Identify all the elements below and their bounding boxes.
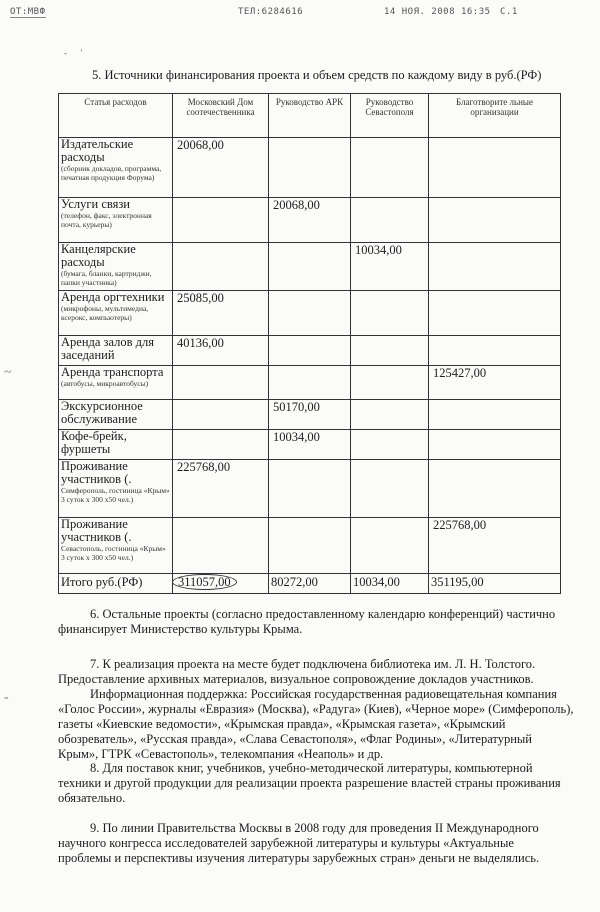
margin-tick-mark: ~ xyxy=(4,365,12,380)
amount-cell xyxy=(429,198,561,243)
total-label: Итого руб.(РФ) xyxy=(59,574,173,594)
fax-header-from: ОТ:МВФ xyxy=(10,7,46,17)
expense-item xyxy=(59,400,173,430)
amount-cell xyxy=(173,366,269,400)
amount-cell xyxy=(351,400,429,430)
expense-item xyxy=(59,460,173,518)
total-cell: 351195,00 xyxy=(429,574,561,594)
expense-name: Аренда транспорта xyxy=(61,365,164,379)
expense-name: Аренда залов для заседаний xyxy=(61,335,155,362)
table-row xyxy=(59,366,561,400)
expense-item xyxy=(59,243,173,291)
amount-cell xyxy=(173,400,269,430)
total-cell: 10034,00 xyxy=(351,574,429,594)
amount-cell xyxy=(351,291,429,336)
table-row xyxy=(59,430,561,460)
amount-cell xyxy=(429,336,561,366)
amount-cell xyxy=(429,400,561,430)
section-heading: 5. Источники финансирования проекта и объем средств по каждому виду в руб.(РФ) xyxy=(92,68,542,82)
amount-cell xyxy=(351,518,429,574)
amount-cell xyxy=(351,460,429,518)
table-row xyxy=(59,138,561,198)
expense-name: Канцелярские расходы xyxy=(61,242,136,269)
expense-item xyxy=(59,366,173,400)
table-row xyxy=(59,291,561,336)
expense-name: Проживание участников (. xyxy=(61,517,132,544)
amount-cell xyxy=(351,336,429,366)
paragraph-9: 9. По линии Правительства Москвы в 2008 году для проведения II Международного научного конгресса исследователей зарубежной литературы и культуры «Актуальные проблемы и перспективы изучения литературы зарубежных стран» деньги не выделялись. xyxy=(58,821,540,865)
amount-cell xyxy=(429,291,561,336)
table-row xyxy=(59,243,561,291)
amount-cell xyxy=(173,430,269,460)
table-row xyxy=(59,518,561,574)
column-header: Руководство АРК xyxy=(269,94,351,138)
column-header: Благотворите льные организации xyxy=(429,94,561,138)
amount-cell xyxy=(269,243,351,291)
amount-cell xyxy=(173,198,269,243)
fax-header-phone: ТЕЛ:6284616 xyxy=(238,7,304,17)
scan-mark: - ' xyxy=(64,48,83,58)
amount-cell xyxy=(351,430,429,460)
amount-cell xyxy=(269,138,351,198)
amount-cell xyxy=(269,336,351,366)
amount-cell xyxy=(269,460,351,518)
amount-cell: 25085,00 xyxy=(173,291,269,336)
expense-detail: Симферополь, гостиница «Крым» 3 суток х 300 х50 чел.) xyxy=(61,486,170,504)
financing-table xyxy=(58,93,561,594)
expense-name: Издательские расходы xyxy=(61,137,134,164)
amount-cell: 225768,00 xyxy=(429,518,561,574)
amount-cell xyxy=(173,243,269,291)
amount-cell xyxy=(269,366,351,400)
expense-item xyxy=(59,138,173,198)
column-header: Московский Дом соотечественника xyxy=(173,94,269,138)
expense-name: Экскурсионное обслуживание xyxy=(61,399,143,426)
expense-detail: (телефон, факс, электронная почта, курьеры) xyxy=(61,211,152,229)
expense-detail: (автобусы, микроавтобусы) xyxy=(61,379,149,388)
total-row xyxy=(59,574,561,594)
total-cell: 80272,00 xyxy=(269,574,351,594)
amount-cell xyxy=(429,430,561,460)
column-header: Руководство Севастополя xyxy=(351,94,429,138)
paragraph-6: 6. Остальные проекты (согласно предоставленному календарю конференций) частично финансирует Министерство культуры Крыма. xyxy=(58,607,556,636)
expense-item xyxy=(59,291,173,336)
expense-item xyxy=(59,198,173,243)
expense-item xyxy=(59,430,173,460)
fax-header-date: 14 НОЯ. 2008 16:35 xyxy=(384,7,491,17)
table-header-row xyxy=(59,94,561,138)
table-row xyxy=(59,198,561,243)
amount-cell xyxy=(351,138,429,198)
amount-cell: 20068,00 xyxy=(173,138,269,198)
amount-cell xyxy=(269,518,351,574)
paragraph-7: 7. К реализация проекта на месте будет подключена библиотека им. Л. Н. Толстого. Предоставление архивных материалов, визуальное сопровождение докладов участников. Информационная поддержка: Российская государственная радиовещательная компания «Голос России», журналы «Евразия» (Москва), «Радуга» (Киев), «Черное море» (Симферополь), газеты «Киевские ведомости», «Крымская правда», «Крымская газета», «Крымский обозреватель», «Русская правда», «Слава Севастополя», «Флаг Родины», «Литературный Крым», ГТРК «Севастополь», телекомпания «Неаполь» и др. xyxy=(58,657,574,761)
amount-cell xyxy=(269,291,351,336)
column-header: Статья расходов xyxy=(59,94,173,138)
amount-cell: 225768,00 xyxy=(173,460,269,518)
amount-cell xyxy=(429,138,561,198)
expense-name: Услуги связи xyxy=(61,197,130,211)
total-cell xyxy=(173,574,269,594)
amount-cell xyxy=(429,460,561,518)
amount-cell: 20068,00 xyxy=(269,198,351,243)
expense-item xyxy=(59,518,173,574)
amount-cell xyxy=(351,366,429,400)
amount-cell xyxy=(429,243,561,291)
table-row xyxy=(59,336,561,366)
margin-tick-mark: - xyxy=(4,690,9,705)
expense-name: Проживание участников (. xyxy=(61,459,132,486)
fax-header-page: С.1 xyxy=(500,7,518,17)
amount-cell xyxy=(351,198,429,243)
amount-cell xyxy=(173,518,269,574)
table-row xyxy=(59,400,561,430)
amount-cell: 10034,00 xyxy=(351,243,429,291)
amount-cell: 50170,00 xyxy=(269,400,351,430)
amount-cell: 40136,00 xyxy=(173,336,269,366)
expense-detail: Севастополь, гостиница «Крым» 3 суток х 300 х50 чел.) xyxy=(61,544,166,562)
expense-name: Аренда оргтехники xyxy=(61,290,165,304)
expense-item xyxy=(59,336,173,366)
amount-cell: 10034,00 xyxy=(269,430,351,460)
expense-detail: (бумага, бланки, картриджи, папки участника) xyxy=(61,269,152,287)
table-row xyxy=(59,460,561,518)
expense-detail: (сборник докладов, программа, печатная продукция Форума) xyxy=(61,164,162,182)
expense-detail: (микрофоны, мультимедиа, ксерокс, компьютеры) xyxy=(61,304,149,322)
expense-name: Кофе-брейк, фуршеты xyxy=(61,429,127,456)
amount-cell: 125427,00 xyxy=(429,366,561,400)
paragraph-8: 8. Для поставок книг, учебников, учебно-методической литературы, компьютерной техники и другой продукции для реализации проекта разрешение властей страны проживания обязательно. xyxy=(58,761,561,805)
circled-total: 311057,00 xyxy=(172,574,237,590)
